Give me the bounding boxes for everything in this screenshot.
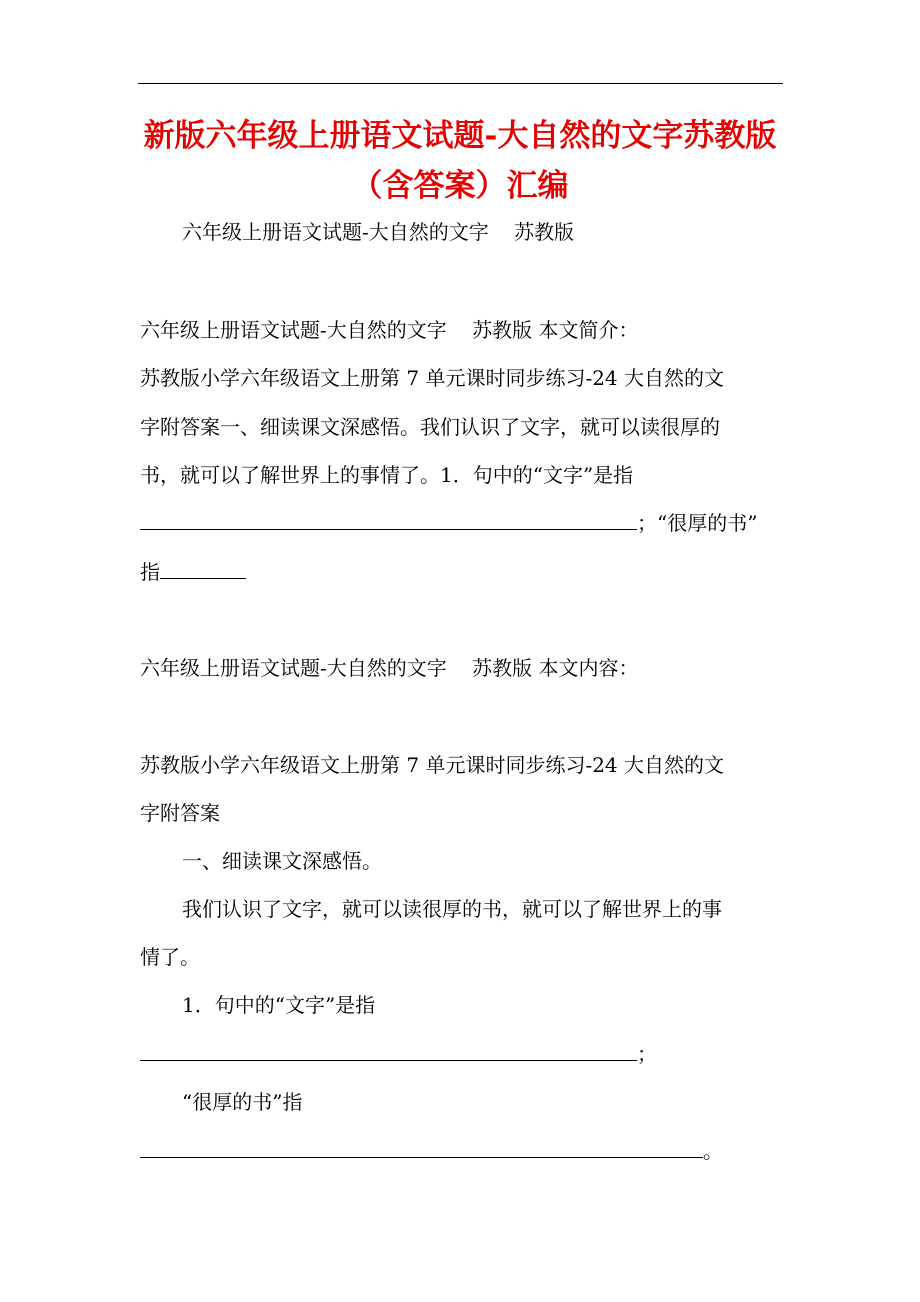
intro-line-1: 苏教版小学六年级语文上册第 7 单元课时同步练习-24 大自然的文 [140,366,725,390]
intro-line-3: 书，就可以了解世界上的事情了。1．句中的“文字”是指 [140,463,634,487]
question-2-tail: 。 [703,1139,723,1163]
content-heading: 六年级上册语文试题-大自然的文字 苏教版 本文内容： [140,656,639,680]
question-2: “很厚的书”指 [182,1090,303,1114]
intro-line-2: 字附答案一、细读课文深感悟。我们认识了文字，就可以读很厚的 [140,415,720,439]
question-2-answer-line [140,1137,723,1165]
intro-line-4 [140,509,757,537]
paragraph-1-line-1: 我们认识了文字，就可以读很厚的书，就可以了解世界上的事 [182,897,722,921]
content-line-1: 苏教版小学六年级语文上册第 7 单元课时同步练习-24 大自然的文 [140,753,725,777]
question-1: 1．句中的“文字”是指 [182,993,376,1017]
header-rule [138,83,783,84]
section-heading-1: 一、细读课文深感悟。 [182,849,382,873]
intro-line-4-tail: ；“很厚的书” [637,511,758,535]
document-title-line-1: 新版六年级上册语文试题-大自然的文字苏教版 [143,118,777,154]
question-1-answer-line [140,1040,657,1068]
intro-line-5-head: 指 [140,560,160,584]
intro-heading: 六年级上册语文试题-大自然的文字 苏教版 本文简介： [140,318,639,342]
answer-blank[interactable] [160,560,246,579]
content-line-2: 字附答案 [140,801,220,825]
answer-blank[interactable] [140,511,637,530]
answer-blank[interactable] [140,1042,637,1061]
document-title-line-2: （含答案）汇编 [351,168,569,204]
question-1-tail: ； [637,1042,657,1066]
answer-blank[interactable] [140,1139,703,1158]
intro-line-5 [140,558,246,586]
paragraph-1-line-2: 情了。 [140,945,200,969]
subtitle: 六年级上册语文试题-大自然的文字 苏教版 [182,220,575,244]
